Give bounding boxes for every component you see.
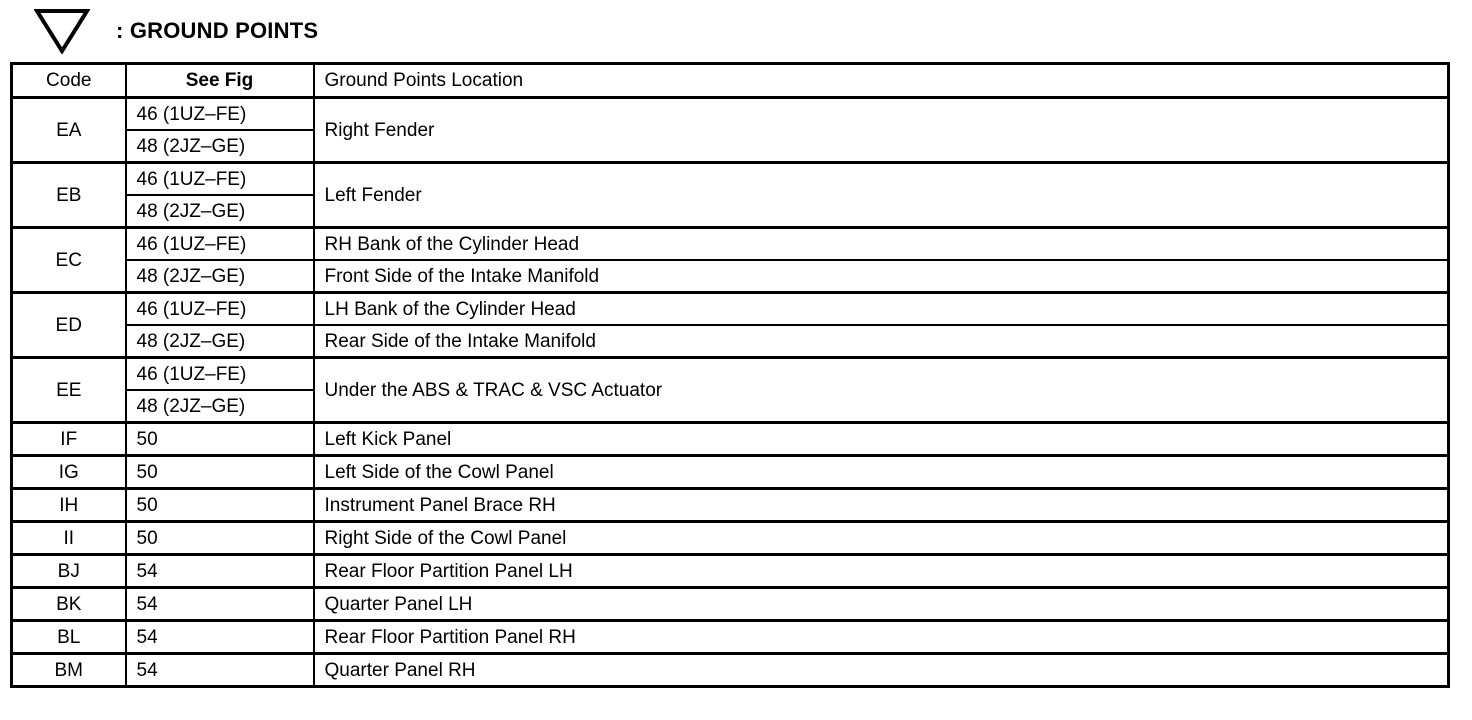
page-header [34,6,318,56]
see-fig-cell: 48 (2JZ–GE) [126,390,314,423]
location-cell: Front Side of the Intake Manifold [314,260,1449,293]
location-cell: Rear Side of the Intake Manifold [314,325,1449,358]
location-cell: Rear Floor Partition Panel RH [314,621,1449,654]
location-cell: Right Fender [314,98,1449,163]
see-fig-cell: 50 [126,522,314,555]
see-fig-cell: 50 [126,423,314,456]
code-cell: IH [12,489,126,522]
location-cell: Right Side of the Cowl Panel [314,522,1449,555]
see-fig-cell: 50 [126,456,314,489]
code-cell: EC [12,228,126,293]
location-cell: Quarter Panel RH [314,654,1449,687]
location-cell: Left Fender [314,163,1449,228]
table-row [12,293,1449,326]
see-fig-cell: 50 [126,489,314,522]
see-fig-cell: 54 [126,588,314,621]
code-cell: EB [12,163,126,228]
location-cell: Left Kick Panel [314,423,1449,456]
code-cell: IG [12,456,126,489]
see-fig-cell: 54 [126,654,314,687]
code-cell: EE [12,358,126,423]
see-fig-cell: 46 (1UZ–FE) [126,358,314,391]
location-cell: RH Bank of the Cylinder Head [314,228,1449,261]
column-header-see-fig: See Fig [126,64,314,98]
table-row [12,522,1449,555]
code-cell: BJ [12,555,126,588]
ground-points-table [10,62,1450,688]
see-fig-cell: 54 [126,555,314,588]
location-cell: Rear Floor Partition Panel LH [314,555,1449,588]
table-row [12,423,1449,456]
location-cell: Under the ABS & TRAC & VSC Actuator [314,358,1449,423]
see-fig-cell: 54 [126,621,314,654]
table-row [12,325,1449,358]
table-header-row [12,64,1449,98]
code-cell: IF [12,423,126,456]
table-row [12,588,1449,621]
location-cell: Left Side of the Cowl Panel [314,456,1449,489]
see-fig-cell: 46 (1UZ–FE) [126,98,314,131]
code-cell: ED [12,293,126,358]
see-fig-cell: 48 (2JZ–GE) [126,130,314,163]
see-fig-cell: 46 (1UZ–FE) [126,293,314,326]
see-fig-cell: 48 (2JZ–GE) [126,260,314,293]
inverted-triangle-ground-icon [34,8,90,54]
table-row [12,98,1449,131]
location-cell: LH Bank of the Cylinder Head [314,293,1449,326]
code-cell: BK [12,588,126,621]
table-row [12,163,1449,196]
code-cell: BL [12,621,126,654]
table-row [12,555,1449,588]
location-cell: Quarter Panel LH [314,588,1449,621]
see-fig-cell: 46 (1UZ–FE) [126,163,314,196]
table-row [12,621,1449,654]
table-row [12,489,1449,522]
table-row [12,456,1449,489]
code-cell: EA [12,98,126,163]
table-row [12,228,1449,261]
table-row [12,260,1449,293]
column-header-location: Ground Points Location [314,64,1449,98]
see-fig-cell: 48 (2JZ–GE) [126,195,314,228]
table-row [12,654,1449,687]
code-cell: BM [12,654,126,687]
see-fig-cell: 48 (2JZ–GE) [126,325,314,358]
column-header-code: Code [12,64,126,98]
see-fig-cell: 46 (1UZ–FE) [126,228,314,261]
table-row [12,358,1449,391]
location-cell: Instrument Panel Brace RH [314,489,1449,522]
page-title: : GROUND POINTS [116,18,319,43]
code-cell: II [12,522,126,555]
